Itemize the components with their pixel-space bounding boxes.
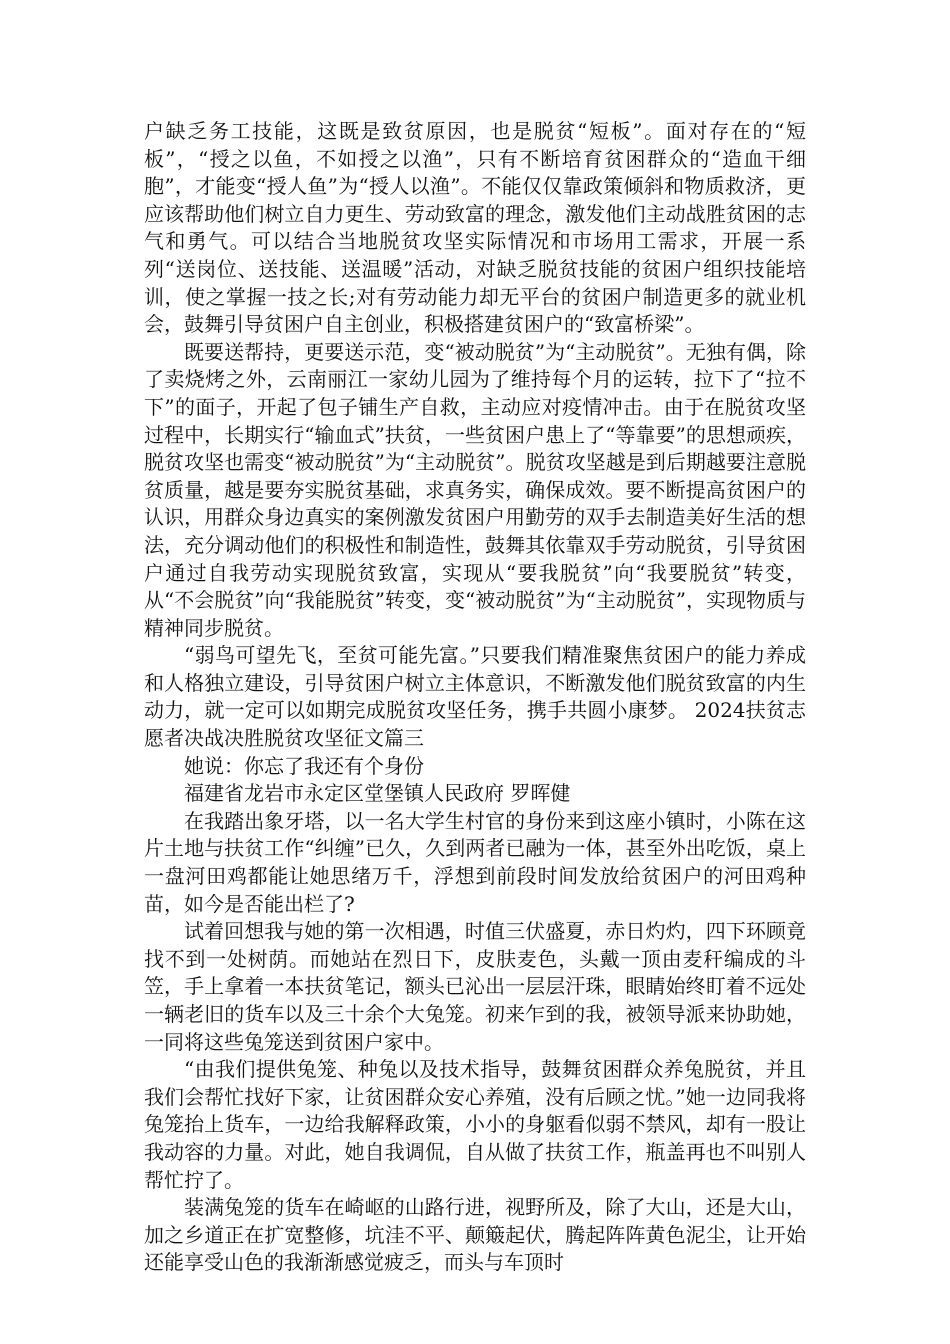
paragraph-6: 在我踏出象牙塔，以一名大学生村官的身份来到这座小镇时，小陈在这片土地与扶贫工作“纠缠”已久，久到两者已融为一体，甚至外出吃饭，桌上一盘河田鸡都能让她思绪万千，浮想到前段时间发放给贫困户的河田鸡种苗，如今是否能出栏了? xyxy=(144,808,806,916)
article-author: 福建省龙岩市永定区堂堡镇人民政府 罗晖健 xyxy=(184,781,571,806)
paragraph-2: 既要送帮持，更要送示范，变“被动脱贫”为“主动脱贫”。无独有偶，除了卖烧烤之外，云南丽江一家幼儿园为了维持每个月的运转，拉下了“拉不下”的面子，开起了包子铺生产自救，主动应对疫情冲击。由于在脱贫攻坚过程中，长期实行“输血式”扶贫，一些贫困户患上了“等靠要”的思想顽疾，脱贫攻坚也需变“被动脱贫”为“主动脱贫”。脱贫攻坚越是到后期越要注意脱贫质量，越是要夯实脱贫基础，求真务实，确保成效。要不断提高贫困户的认识，用群众身边真实的案例激发贫困户用勤劳的双手去制造美好生活的想法，充分调动他们的积极性和制造性，鼓舞其依靠双手劳动脱贫，引导贫困户通过自我劳动实现脱贫致富，实现从“要我脱贫”向“我要脱贫”转变，从“不会脱贫”向“我能脱贫”转变，变“被动脱贫”为“主动脱贫”，实现物质与精神同步脱贫。 xyxy=(144,339,806,640)
paragraph-8: “由我们提供兔笼、种兔以及技术指导，鼓舞贫困群众养兔脱贫，并且我们会帮忙找好下家，让贫困群众安心养殖，没有后顾之忧。”她一边同我将兔笼抬上货车，一边给我解释政策，小小的身躯看似弱不禁风，却有一股让我动容的力量。对此，她自我调侃，自从做了扶贫工作，瓶盖再也不叫别人帮忙拧了。 xyxy=(144,1057,806,1192)
article-title: 她说：你忘了我还有个身份 xyxy=(184,753,424,778)
paragraph-1: 户缺乏务工技能，这既是致贫原因，也是脱贫“短板”。面对存在的“短板”，“授之以鱼，不如授之以渔”，只有不断培育贫困群众的“造血干细胞”，才能变“授人鱼”为“授人以渔”。不能仅仅靠政策倾斜和物质救济，更应该帮助他们树立自力更生、劳动致富的理念，激发他们主动战胜贫困的志气和勇气。可以结合当地脱贫攻坚实际情况和市场用工需求，开展一系列“送岗位、送技能、送温暖”活动，对缺乏脱贫技能的贫困户组织技能培训，使之掌握一技之长;对有劳动能力却无平台的贫困户制造更多的就业机会，鼓舞引导贫困户自主创业，积极搭建贫困户的“致富桥梁”。 xyxy=(144,119,806,337)
document-body xyxy=(144,118,806,1277)
paragraph-3: “弱鸟可望先飞，至贫可能先富。”只要我们精准聚焦贫困户的能力养成和人格独立建设，引导贫困户树立主体意识，不断激发他们脱贫致富的内生动力，就一定可以如期完成脱贫攻坚任务，携手共圆小康梦。 2024扶贫志愿者决战决胜脱贫攻坚征文篇三 xyxy=(144,643,806,751)
paragraph-9: 装满兔笼的货车在崎岖的山路行进，视野所及，除了大山，还是大山，加之乡道正在扩宽整修，坑洼不平、颠簸起伏，腾起阵阵黄色泥尘，让开始还能享受山色的我渐渐感觉疲乏，而头与车顶时 xyxy=(144,1195,806,1275)
paragraph-7: 试着回想我与她的第一次相遇，时值三伏盛夏，赤日灼灼，四下环顾竟找不到一处树荫。而她站在烈日下，皮肤麦色，头戴一顶由麦秆编成的斗笠，手上拿着一本扶贫笔记，额头已沁出一层层汗珠，眼睛始终盯着不远处一辆老旧的货车以及三十余个大兔笼。初来乍到的我，被领导派来协助她，一同将这些兔笼送到贫困户家中。 xyxy=(144,919,806,1054)
